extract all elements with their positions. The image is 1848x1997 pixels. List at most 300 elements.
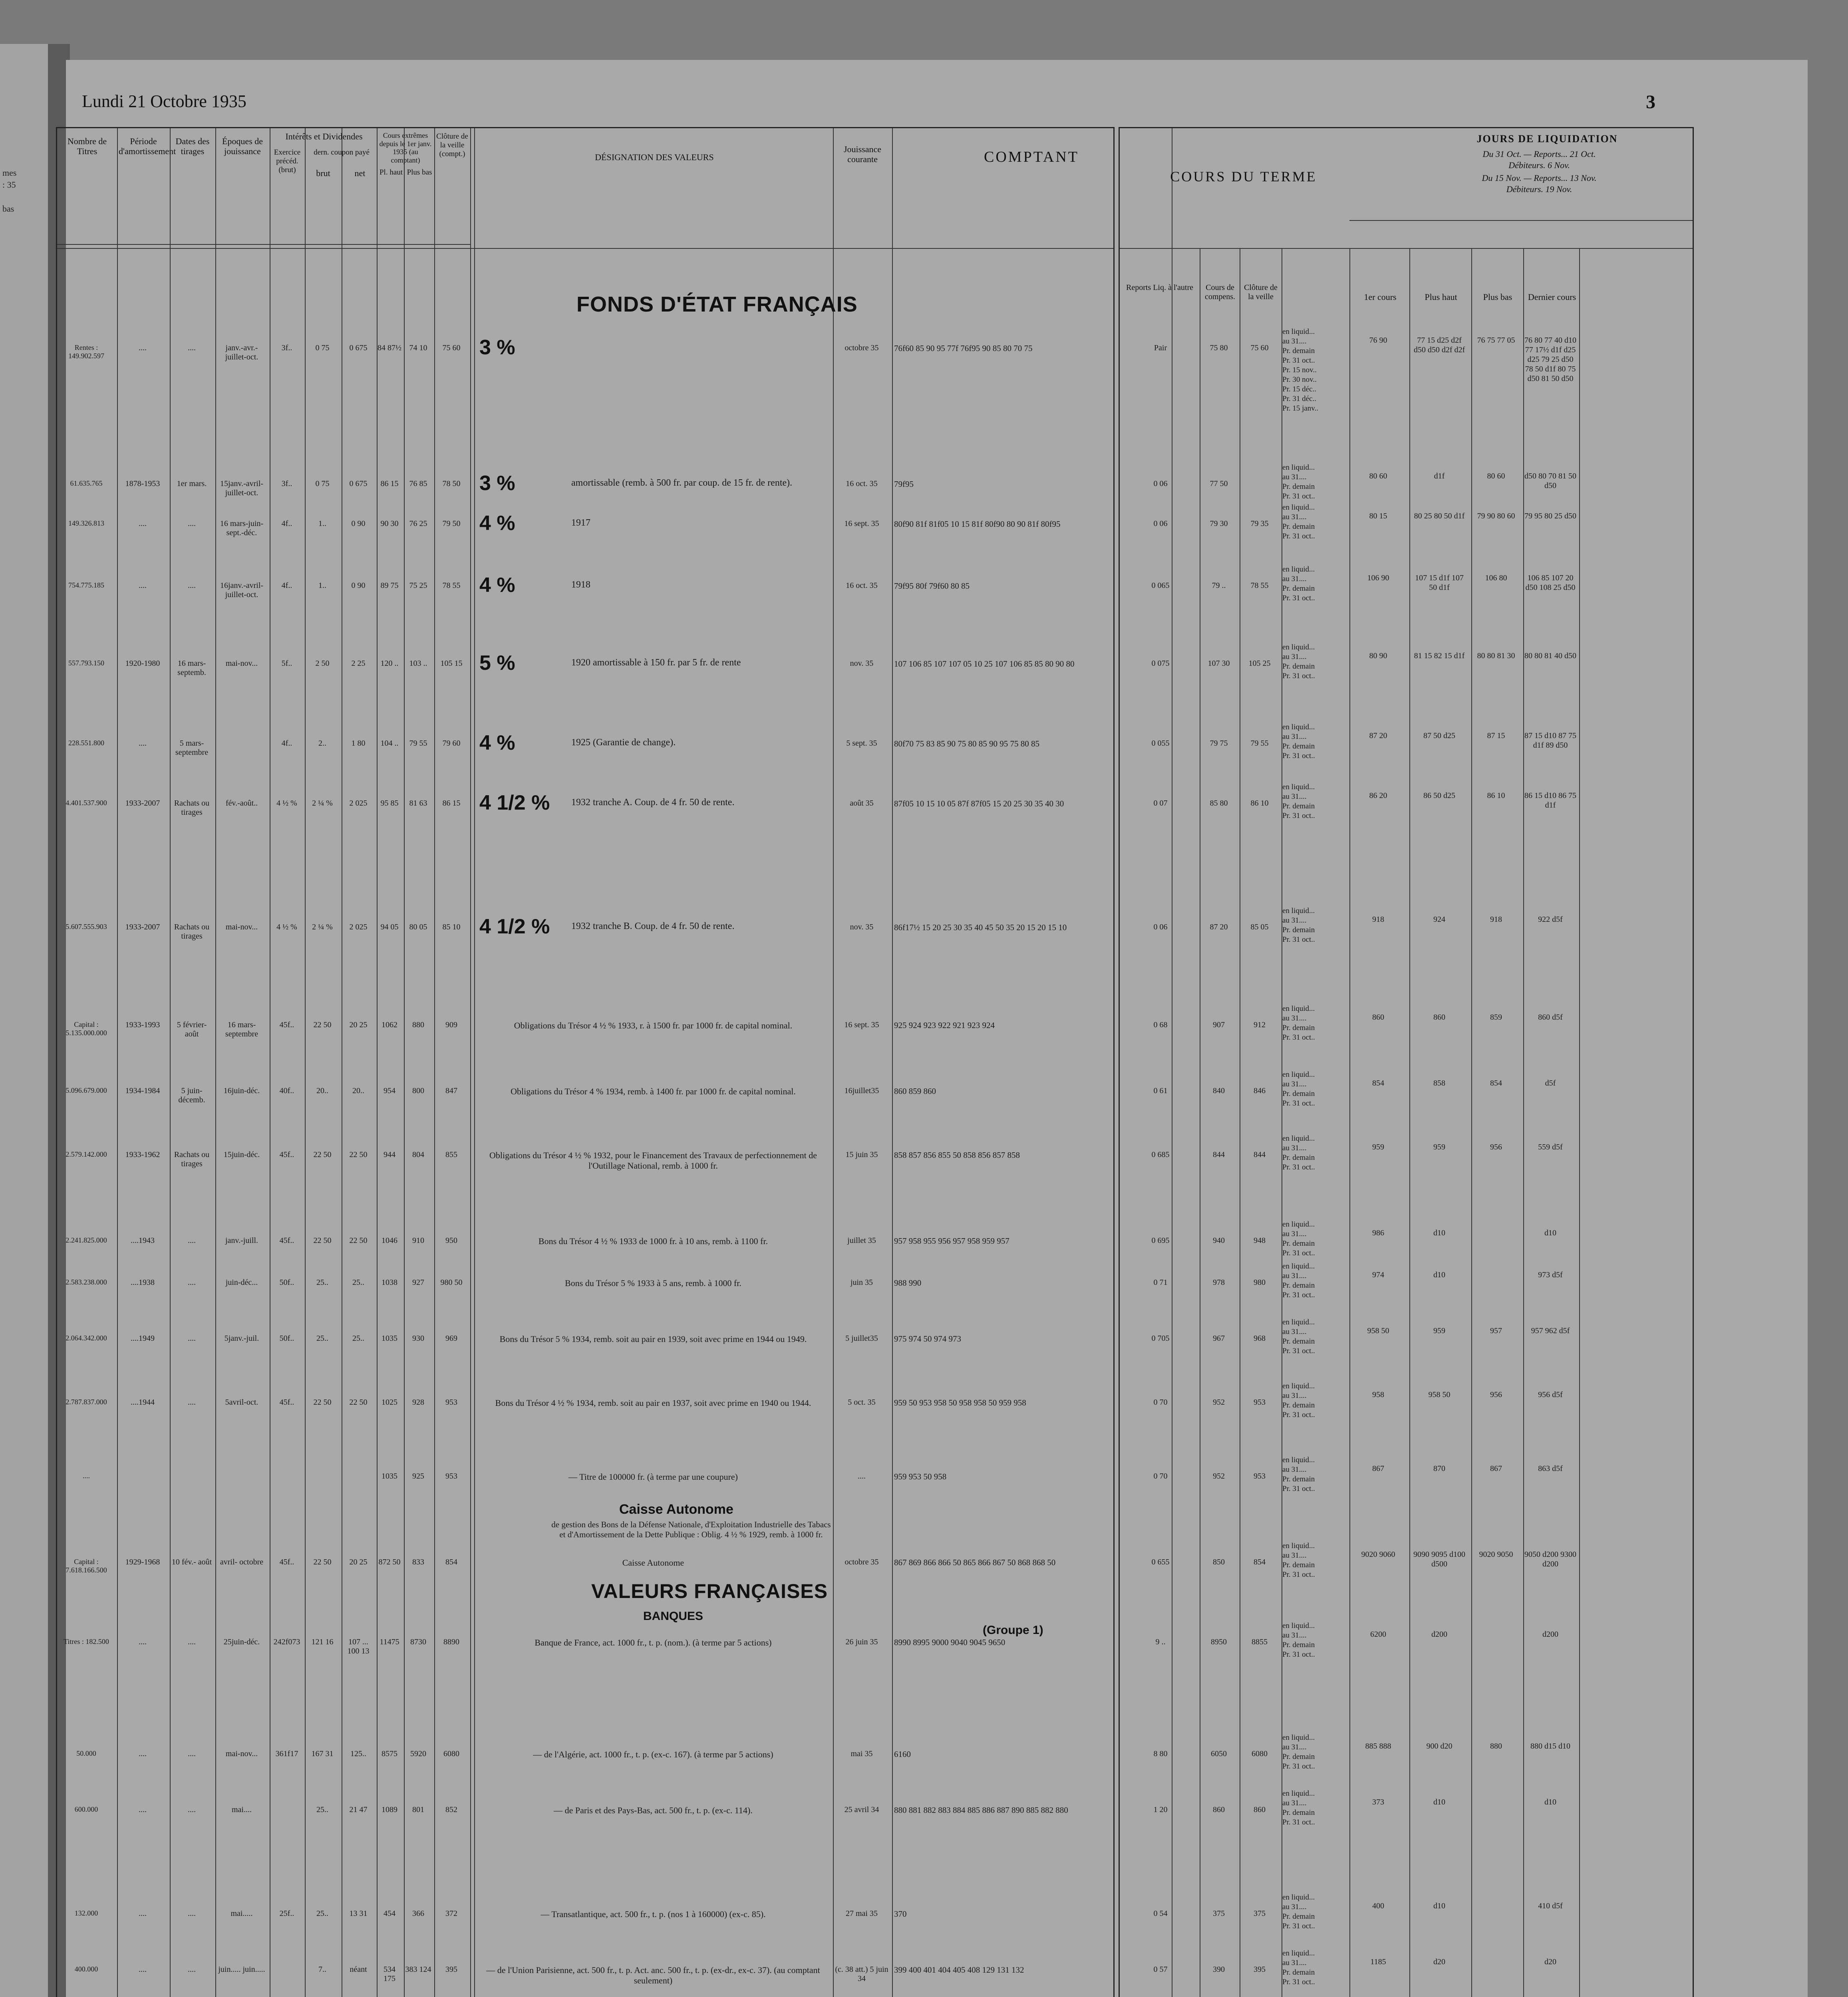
header-exercice: Exercice précéd. (brut) bbox=[274, 148, 301, 174]
terme-plus-haut: d10 bbox=[1433, 1902, 1445, 1910]
terme-plus-haut: d10 bbox=[1433, 1270, 1445, 1279]
cell-comptant: 86f17½ 15 20 25 30 35 40 45 50 35 20 15 20 15 10 bbox=[894, 923, 1067, 932]
terme-plus-bas: 854 bbox=[1490, 1079, 1502, 1088]
cell-comptant: 80f90 81f 81f05 10 15 81f 80f90 80 90 81f 80f95 bbox=[894, 519, 1061, 529]
terme-row-label: au 31.... bbox=[1282, 473, 1307, 481]
cell-brut: 22 50 bbox=[313, 1236, 332, 1245]
cell-jouissance: 16 oct. 35 bbox=[846, 479, 878, 488]
terme-row-label: en liquid... bbox=[1282, 1262, 1315, 1270]
terme-row-label: Pr. demain bbox=[1282, 347, 1315, 355]
column-divider bbox=[170, 128, 171, 1997]
cell-exercice: 5f.. bbox=[281, 659, 292, 668]
cell-plus-bas: 74 10 bbox=[409, 343, 427, 352]
terme-table bbox=[1119, 127, 1694, 1997]
column-divider bbox=[470, 128, 471, 1997]
cell-brut: 121 16 bbox=[311, 1638, 334, 1646]
cell-jouissance: 16 oct. 35 bbox=[846, 581, 878, 590]
header-nombre: Nombre de Titres bbox=[67, 136, 107, 157]
cell-comptant: 925 924 923 922 921 923 924 bbox=[894, 1020, 995, 1030]
cell-exercice: 3f.. bbox=[281, 343, 292, 352]
left-strip-text: bas bbox=[2, 204, 14, 214]
header-pl-haut: Pl. haut bbox=[379, 168, 403, 177]
cell-cloture-veille: 846 bbox=[1254, 1086, 1266, 1095]
terme-plus-bas: 106 80 bbox=[1485, 574, 1507, 582]
cell-cloture: 105 15 bbox=[440, 659, 463, 668]
header-net: net bbox=[354, 168, 366, 178]
header-cours-compens: Cours de compens. bbox=[1204, 283, 1236, 301]
cell-pl-haut: 11475 bbox=[380, 1638, 399, 1646]
cell-reports: 0 06 bbox=[1153, 923, 1168, 931]
terme-row-label: en liquid... bbox=[1282, 907, 1315, 915]
terme-plus-bas: 9020 9050 bbox=[1479, 1550, 1513, 1559]
column-divider bbox=[1523, 248, 1524, 1997]
cell-exercice: 45f.. bbox=[279, 1150, 294, 1159]
terme-plus-haut: d200 bbox=[1431, 1630, 1447, 1639]
cell-compens: 87 20 bbox=[1210, 923, 1228, 931]
cell-brut: 1.. bbox=[318, 581, 326, 590]
terme-plus-haut: 9090 9095 d100 d500 bbox=[1413, 1550, 1465, 1568]
terme-row-label: au 31.... bbox=[1282, 792, 1307, 801]
column-divider bbox=[833, 128, 834, 1997]
cell-pl-haut: 954 bbox=[384, 1086, 395, 1095]
cell-jouissance: 16 sept. 35 bbox=[844, 519, 879, 528]
cell-net: 0 675 bbox=[349, 343, 368, 352]
terme-row-label: en liquid... bbox=[1282, 723, 1315, 731]
security-designation: 1925 (Garantie de change). bbox=[571, 737, 676, 748]
terme-row-label: en liquid... bbox=[1282, 1789, 1315, 1798]
header-rule bbox=[1349, 220, 1693, 221]
cell-dates: .... bbox=[188, 1909, 196, 1918]
cell-pl-haut: 94 05 bbox=[380, 923, 399, 931]
cell-compens: 75 80 bbox=[1210, 343, 1228, 352]
terme-premier-cours: 80 90 bbox=[1369, 651, 1387, 660]
column-divider bbox=[404, 128, 405, 1997]
cell-compens: 390 bbox=[1213, 1965, 1225, 1974]
cell-exercice: 4 ½ % bbox=[276, 799, 297, 808]
terme-row-label: au 31.... bbox=[1282, 1144, 1307, 1152]
terme-plus-haut: 86 50 d25 bbox=[1423, 791, 1455, 800]
cell-pl-haut: 1035 bbox=[382, 1472, 397, 1481]
cell-compens: 6050 bbox=[1211, 1749, 1227, 1758]
cell-periode: 1933-2007 bbox=[125, 799, 160, 808]
terme-row-label: au 31.... bbox=[1282, 337, 1307, 345]
terme-premier-cours: 400 bbox=[1372, 1902, 1384, 1910]
terme-row-label: Pr. demain bbox=[1282, 662, 1315, 671]
cell-nombre: 2.064.342.000 bbox=[66, 1334, 107, 1342]
terme-row-label: au 31.... bbox=[1282, 916, 1307, 925]
cell-net: 25.. bbox=[352, 1334, 364, 1343]
terme-row-label: Pr. 31 oct.. bbox=[1282, 1922, 1315, 1930]
cell-cloture: 372 bbox=[445, 1909, 457, 1918]
cell-net: néant bbox=[350, 1965, 367, 1974]
column-divider bbox=[474, 128, 475, 1997]
cell-periode: 1920-1980 bbox=[125, 659, 160, 668]
header-epoques: Époques de jouissance bbox=[222, 136, 263, 157]
cell-pl-haut: 1035 bbox=[382, 1334, 397, 1343]
cell-pl-haut: 8575 bbox=[382, 1749, 397, 1758]
cell-cloture: 6080 bbox=[443, 1749, 459, 1758]
cell-jouissance: 5 juillet35 bbox=[845, 1334, 878, 1343]
cell-brut: 25.. bbox=[316, 1334, 328, 1343]
terme-row-label: Pr. demain bbox=[1282, 742, 1315, 750]
cell-comptant: 79f95 80f 79f60 80 85 bbox=[894, 581, 970, 591]
cell-periode: .... bbox=[139, 739, 147, 748]
liquidation-line: Du 31 Oct. — Reports... 21 Oct. bbox=[1482, 149, 1596, 159]
cell-cloture: 395 bbox=[445, 1965, 457, 1974]
cell-brut: 22 50 bbox=[313, 1150, 332, 1159]
cell-pl-haut: 104 .. bbox=[380, 739, 399, 748]
terme-row-label: au 31.... bbox=[1282, 1272, 1307, 1280]
terme-dernier-cours: 79 95 80 25 d50 bbox=[1524, 512, 1576, 520]
cell-jouissance: nov. 35 bbox=[850, 659, 874, 668]
cell-epoques: 5avril-oct. bbox=[225, 1398, 258, 1407]
cell-cloture: 847 bbox=[445, 1086, 457, 1095]
terme-plus-haut: 80 25 80 50 d1f bbox=[1414, 512, 1465, 520]
cell-dates: .... bbox=[188, 1638, 196, 1646]
header-jours-liquidation: JOURS DE LIQUIDATION bbox=[1476, 133, 1618, 145]
cell-nombre: 5.096.679.000 bbox=[66, 1086, 107, 1094]
cell-nombre: 2.241.825.000 bbox=[66, 1236, 107, 1244]
cell-comptant: 959 50 953 958 50 958 958 50 959 958 bbox=[894, 1398, 1026, 1407]
cell-plus-bas: 927 bbox=[412, 1278, 424, 1287]
terme-premier-cours: 373 bbox=[1372, 1798, 1384, 1806]
cell-cloture-veille: 8855 bbox=[1252, 1638, 1268, 1646]
terme-row-label: Pr. 15 janv.. bbox=[1282, 404, 1319, 413]
cell-cloture-veille: 79 35 bbox=[1250, 519, 1269, 528]
terme-row-label: en liquid... bbox=[1282, 1542, 1315, 1550]
cell-nombre: Rentes : 149.902.597 bbox=[68, 343, 104, 360]
terme-premier-cours: 87 20 bbox=[1369, 731, 1387, 740]
terme-row-label: Pr. 31 oct.. bbox=[1282, 1099, 1315, 1108]
terme-row-label: au 31.... bbox=[1282, 1903, 1307, 1911]
column-divider bbox=[117, 128, 118, 1997]
terme-row-label: Pr. 31 oct.. bbox=[1282, 1033, 1315, 1042]
cell-cloture-veille: 375 bbox=[1254, 1909, 1266, 1918]
cell-nombre: 61.635.765 bbox=[70, 479, 103, 487]
terme-row-label: Pr. demain bbox=[1282, 1808, 1315, 1817]
cell-dates: .... bbox=[188, 1805, 196, 1814]
cell-plus-bas: 75 25 bbox=[409, 581, 427, 590]
terme-plus-haut: 924 bbox=[1433, 915, 1445, 924]
cell-cloture-veille: 6080 bbox=[1252, 1749, 1268, 1758]
cell-epoques: mai-nov... bbox=[225, 1749, 258, 1758]
terme-plus-haut: 77 15 d25 d2f d50 d50 d2f d2f bbox=[1413, 336, 1465, 354]
terme-premier-cours: 958 50 bbox=[1367, 1326, 1389, 1335]
terme-plus-haut: 958 50 bbox=[1428, 1390, 1451, 1399]
terme-row-label: Pr. demain bbox=[1282, 584, 1315, 593]
cell-reports: 0 695 bbox=[1151, 1236, 1170, 1245]
cell-dates: .... bbox=[188, 1334, 196, 1343]
terme-row-label: au 31.... bbox=[1282, 575, 1307, 583]
cell-jouissance: 5 sept. 35 bbox=[846, 739, 877, 748]
cell-comptant: 988 990 bbox=[894, 1278, 922, 1288]
cell-cloture-veille: 395 bbox=[1254, 1965, 1266, 1974]
terme-plus-haut: 959 bbox=[1433, 1143, 1445, 1151]
terme-row-label: Pr. 31 oct.. bbox=[1282, 1818, 1315, 1826]
header-cours-extremes: Cours extrêmes depuis le 1er janv. 1935 (au comptant) bbox=[379, 131, 432, 165]
cell-plus-bas: 833 bbox=[412, 1558, 424, 1566]
security-designation: 1920 amortissable à 150 fr. par 5 fr. de rente bbox=[571, 657, 741, 668]
terme-row-label: Pr. demain bbox=[1282, 1561, 1315, 1569]
rate-label: 4 1/2 % bbox=[479, 915, 550, 938]
cell-periode: .... bbox=[139, 1638, 147, 1646]
cell-nombre: 132.000 bbox=[74, 1909, 98, 1917]
cell-cloture: 75 60 bbox=[442, 343, 461, 352]
cell-pl-haut: 872 50 bbox=[378, 1558, 401, 1566]
cell-periode: 1934-1984 bbox=[125, 1086, 160, 1095]
terme-dernier-cours: d200 bbox=[1542, 1630, 1558, 1639]
cell-nombre: 754.775.185 bbox=[68, 581, 104, 589]
cell-comptant: 959 953 50 958 bbox=[894, 1472, 947, 1481]
security-designation: Obligations du Trésor 4 % 1934, remb. à 1400 fr. par 1000 fr. de capital nominal. bbox=[511, 1086, 796, 1096]
cell-plus-bas: 5920 bbox=[410, 1749, 426, 1758]
cell-brut: 7.. bbox=[318, 1965, 326, 1974]
cell-net: 22 50 bbox=[349, 1398, 368, 1407]
terme-row-label: Pr. 31 oct.. bbox=[1282, 812, 1315, 820]
cell-plus-bas: 800 bbox=[412, 1086, 424, 1095]
cell-net: 20 25 bbox=[349, 1020, 368, 1029]
terme-dernier-cours: d10 bbox=[1544, 1229, 1556, 1237]
cell-epoques: 16janv.-avril- juillet-oct. bbox=[220, 581, 264, 599]
cell-pl-haut: 86 15 bbox=[380, 479, 399, 488]
terme-dernier-cours: 87 15 d10 87 75 d1f 89 d50 bbox=[1524, 731, 1576, 750]
cell-cloture: 953 bbox=[445, 1472, 457, 1481]
cell-nombre: 5.607.555.903 bbox=[66, 923, 107, 931]
terme-row-label: Pr. 15 déc.. bbox=[1282, 385, 1316, 393]
cell-dates: .... bbox=[188, 519, 196, 528]
cell-plus-bas: 8730 bbox=[410, 1638, 426, 1646]
terme-row-label: Pr. demain bbox=[1282, 1475, 1315, 1483]
cell-brut: 2 ¼ % bbox=[312, 799, 333, 808]
terme-row-label: au 31.... bbox=[1282, 1392, 1307, 1400]
column-divider bbox=[1471, 248, 1472, 1997]
column-divider bbox=[1409, 248, 1410, 1997]
cell-exercice: 4f.. bbox=[281, 739, 292, 748]
cell-plus-bas: 80 05 bbox=[409, 923, 427, 931]
security-designation: Bons du Trésor 4 ½ % 1934, remb. soit au pair en 1937, soit avec prime en 1940 ou 1944. bbox=[495, 1398, 811, 1408]
cell-reports: 0 06 bbox=[1153, 479, 1168, 488]
terme-plus-bas: 918 bbox=[1490, 915, 1502, 924]
terme-row-label: Pr. 31 oct.. bbox=[1282, 1411, 1315, 1419]
cell-brut: 167 31 bbox=[311, 1749, 334, 1758]
cell-cloture: 980 50 bbox=[440, 1278, 463, 1287]
cell-comptant: 957 958 955 956 957 958 959 957 bbox=[894, 1236, 1009, 1246]
cell-pl-haut: 1038 bbox=[382, 1278, 397, 1287]
terme-row-label: en liquid... bbox=[1282, 1893, 1315, 1902]
terme-plus-bas: 80 60 bbox=[1487, 472, 1505, 480]
security-designation: — de Paris et des Pays-Bas, act. 500 fr., t. p. (ex-c. 114). bbox=[554, 1805, 753, 1815]
cell-brut: 20.. bbox=[316, 1086, 328, 1095]
cell-compens: 375 bbox=[1213, 1909, 1225, 1918]
terme-row-label: Pr. 31 oct.. bbox=[1282, 594, 1315, 602]
cell-compens: 840 bbox=[1213, 1086, 1225, 1095]
terme-row-label: Pr. 31 oct.. bbox=[1282, 1291, 1315, 1299]
terme-row-label: Pr. demain bbox=[1282, 482, 1315, 491]
terme-plus-haut: 900 d20 bbox=[1426, 1742, 1453, 1751]
cell-pl-haut: 120 .. bbox=[380, 659, 399, 668]
terme-premier-cours: 80 15 bbox=[1369, 512, 1387, 520]
cell-nombre: Capital : 7.618.166.500 bbox=[66, 1558, 107, 1574]
cell-cloture-veille: 953 bbox=[1254, 1472, 1266, 1481]
cell-nombre: 228.551.800 bbox=[68, 739, 104, 747]
header-premier-cours: 1er cours bbox=[1364, 292, 1397, 302]
security-designation: Bons du Trésor 4 ½ % 1933 de 1000 fr. à 10 ans, remb. à 1100 fr. bbox=[538, 1236, 768, 1246]
cell-jouissance: 16juillet35 bbox=[844, 1086, 879, 1095]
cell-nombre: 50.000 bbox=[76, 1749, 96, 1757]
terme-row-label: en liquid... bbox=[1282, 1318, 1315, 1326]
security-designation: — de l'Algérie, act. 1000 fr., t. p. (ex-c. 167). (à terme par 5 actions) bbox=[533, 1749, 773, 1759]
cell-net: 13 31 bbox=[349, 1909, 368, 1918]
terme-premier-cours: 106 90 bbox=[1367, 574, 1389, 582]
cell-plus-bas: 81 63 bbox=[409, 799, 427, 808]
cell-compens: 107 30 bbox=[1208, 659, 1230, 668]
terme-row-label: Pr. 31 oct.. bbox=[1282, 1650, 1315, 1659]
cell-reports: 0 68 bbox=[1153, 1020, 1168, 1029]
cell-brut: 0 75 bbox=[315, 343, 330, 352]
terme-row-label: au 31.... bbox=[1282, 1631, 1307, 1640]
cell-epoques: 16 mars-juin- sept.-déc. bbox=[220, 519, 264, 537]
cell-nombre: 2.787.837.000 bbox=[66, 1398, 107, 1406]
cell-reports: Pair bbox=[1154, 343, 1167, 352]
rate-label: 4 % bbox=[479, 731, 515, 754]
cell-jouissance: août 35 bbox=[850, 799, 874, 808]
cell-comptant: 76f60 85 90 95 77f 76f95 90 85 80 70 75 bbox=[894, 343, 1033, 353]
cell-cloture-veille: 948 bbox=[1254, 1236, 1266, 1245]
cell-exercice: 45f.. bbox=[279, 1020, 294, 1029]
cell-epoques: janv.-juill. bbox=[225, 1236, 258, 1245]
terme-row-label: Pr. 31 oct.. bbox=[1282, 356, 1315, 365]
cell-net: 25.. bbox=[352, 1278, 364, 1287]
header-cours-terme: COURS DU TERME bbox=[1170, 169, 1317, 185]
cell-cloture: 79 60 bbox=[442, 739, 461, 748]
terme-row-label: en liquid... bbox=[1282, 503, 1315, 512]
terme-row-label: Pr. demain bbox=[1282, 1090, 1315, 1098]
cell-jouissance: octobre 35 bbox=[845, 343, 879, 352]
cell-net: 2 025 bbox=[349, 799, 368, 808]
terme-plus-haut: d10 bbox=[1433, 1798, 1445, 1806]
terme-row-label: en liquid... bbox=[1282, 328, 1315, 336]
cell-brut: 2 ¼ % bbox=[312, 923, 333, 931]
cell-cloture-veille: 85 05 bbox=[1250, 923, 1269, 931]
terme-premier-cours: 76 90 bbox=[1369, 336, 1387, 345]
terme-row-label: Pr. demain bbox=[1282, 1753, 1315, 1761]
terme-row-label: en liquid... bbox=[1282, 1622, 1315, 1630]
terme-row-label: au 31.... bbox=[1282, 1230, 1307, 1238]
cell-cloture-veille: 78 55 bbox=[1250, 581, 1269, 590]
cell-pl-haut: 95 85 bbox=[380, 799, 399, 808]
securities-table bbox=[56, 127, 1115, 1997]
left-strip-text: mes bbox=[2, 168, 17, 178]
header-rule bbox=[57, 244, 470, 245]
cell-comptant: 370 bbox=[894, 1909, 907, 1919]
terme-row-label: Pr. 31 déc.. bbox=[1282, 395, 1316, 403]
cell-reports: 0 07 bbox=[1153, 799, 1168, 808]
cell-cloture: 950 bbox=[445, 1236, 457, 1245]
terme-plus-bas: 957 bbox=[1490, 1326, 1502, 1335]
terme-row-label: en liquid... bbox=[1282, 1733, 1315, 1742]
terme-row-label: en liquid... bbox=[1282, 1004, 1315, 1013]
cell-brut: 25.. bbox=[316, 1278, 328, 1287]
cell-comptant: 87f05 10 15 10 05 87f 87f05 15 20 25 30 35 40 30 bbox=[894, 799, 1064, 808]
cell-periode: .... bbox=[139, 581, 147, 590]
cell-periode: ....1949 bbox=[131, 1334, 155, 1343]
cell-comptant: 399 400 401 404 405 408 129 131 132 bbox=[894, 1965, 1024, 1975]
security-designation: 1932 tranche A. Coup. de 4 fr. 50 de rente. bbox=[571, 797, 735, 808]
cell-epoques: juin-déc... bbox=[225, 1278, 258, 1287]
terme-row-label: Pr. demain bbox=[1282, 1281, 1315, 1290]
liquidation-line: Du 15 Nov. — Reports... 13 Nov. bbox=[1482, 173, 1597, 183]
cell-reports: 0 70 bbox=[1153, 1472, 1168, 1481]
cell-periode: .... bbox=[139, 1805, 147, 1814]
cell-pl-haut: 1046 bbox=[382, 1236, 397, 1245]
cell-pl-haut: 89 75 bbox=[380, 581, 399, 590]
rate-label: 3 % bbox=[479, 472, 515, 495]
terme-row-label: Pr. demain bbox=[1282, 1024, 1315, 1032]
cell-jouissance: .... bbox=[858, 1472, 866, 1481]
cell-dates: 16 mars- septemb. bbox=[177, 659, 206, 677]
terme-dernier-cours: 863 d5f bbox=[1538, 1464, 1563, 1473]
cell-plus-bas: 930 bbox=[412, 1334, 424, 1343]
cell-exercice: 45f.. bbox=[279, 1558, 294, 1566]
header-rule bbox=[1120, 248, 1693, 249]
cell-cloture-veille: 860 bbox=[1254, 1805, 1266, 1814]
terme-plus-bas: 880 bbox=[1490, 1742, 1502, 1751]
terme-dernier-cours: 922 d5f bbox=[1538, 915, 1563, 924]
cell-cloture: 855 bbox=[445, 1150, 457, 1159]
cell-reports: 0 055 bbox=[1151, 739, 1170, 748]
groupe-label: (Groupe 1) bbox=[983, 1624, 1043, 1637]
cell-reports: 0 61 bbox=[1153, 1086, 1168, 1095]
cell-net: 21 47 bbox=[349, 1805, 368, 1814]
cell-dates: 1er mars. bbox=[177, 479, 207, 488]
terme-dernier-cours: 9050 d200 9300 d200 bbox=[1524, 1550, 1576, 1568]
cell-plus-bas: 76 25 bbox=[409, 519, 427, 528]
cell-comptant: 860 859 860 bbox=[894, 1086, 936, 1096]
cell-compens: 978 bbox=[1213, 1278, 1225, 1287]
cell-plus-bas: 383 124 bbox=[405, 1965, 431, 1974]
cell-cloture-veille: 844 bbox=[1254, 1150, 1266, 1159]
cell-cloture: 78 50 bbox=[442, 479, 461, 488]
cell-epoques: 25juin-déc. bbox=[223, 1638, 260, 1646]
cell-net: 0 90 bbox=[351, 581, 366, 590]
cell-nombre: 557.793.150 bbox=[68, 659, 104, 667]
terme-row-label: Pr. 31 oct.. bbox=[1282, 492, 1315, 500]
terme-plus-bas: 76 75 77 05 bbox=[1477, 336, 1515, 345]
cell-plus-bas: 76 85 bbox=[409, 479, 427, 488]
terme-premier-cours: 958 bbox=[1372, 1390, 1384, 1399]
header-interets: Intérêts et Dividendes bbox=[285, 131, 363, 141]
cell-compens: 85 80 bbox=[1210, 799, 1228, 808]
security-designation: Banque de France, act. 1000 fr., t. p. (nom.). (à terme par 5 actions) bbox=[535, 1638, 772, 1648]
column-divider bbox=[1579, 248, 1580, 1997]
cell-jouissance: 27 mai 35 bbox=[846, 1909, 878, 1918]
cell-cloture: 79 50 bbox=[442, 519, 461, 528]
terme-plus-bas: 79 90 80 60 bbox=[1477, 512, 1515, 520]
cell-epoques: 15juin-déc. bbox=[223, 1150, 260, 1159]
terme-premier-cours: 885 888 bbox=[1365, 1742, 1391, 1751]
cell-exercice: 45f.. bbox=[279, 1236, 294, 1245]
cell-compens: 952 bbox=[1213, 1398, 1225, 1407]
cell-periode: .... bbox=[139, 519, 147, 528]
terme-premier-cours: 1185 bbox=[1370, 1957, 1386, 1966]
terme-row-label: au 31.... bbox=[1282, 513, 1307, 521]
terme-premier-cours: 86 20 bbox=[1369, 791, 1387, 800]
terme-plus-haut: 959 bbox=[1433, 1326, 1445, 1335]
left-strip-text: : 35 bbox=[2, 180, 16, 190]
cell-plus-bas: 925 bbox=[412, 1472, 424, 1481]
header-plus-bas: Plus bas bbox=[407, 168, 432, 177]
cell-reports: 0 705 bbox=[1151, 1334, 1170, 1343]
